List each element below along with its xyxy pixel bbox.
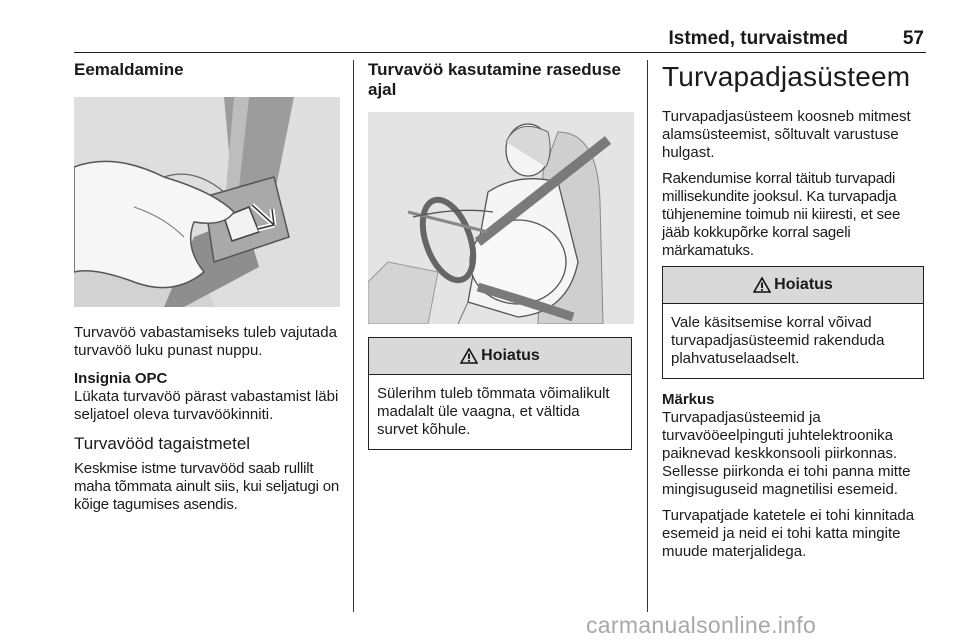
note-title: Märkus	[662, 391, 715, 408]
warning-triangle-icon	[753, 277, 771, 293]
paragraph-release: Turvavöö vabastamiseks tuleb vajutada turvavöö luku punast nuppu.	[74, 324, 337, 359]
pregnant-driver-image	[368, 112, 634, 324]
column-middle	[368, 60, 632, 450]
page-number: 57	[902, 28, 924, 49]
page-header	[74, 28, 926, 53]
seatbelt-buckle-image	[74, 97, 340, 307]
column-right	[662, 60, 928, 561]
header-title: Istmed, turvaistmed	[668, 28, 848, 49]
pregnancy-seatbelt-illustration	[368, 112, 634, 324]
column-left	[74, 60, 342, 514]
note-text: Turvapadjasüsteemid ja turvavööeelpinguti juhtelektroonika paiknevad keskkonsooli piirkonnas. Sellesse piirkonda ei tohi panna mitte mingisuguseid magnetilisi esemeid.	[662, 409, 911, 498]
warning-text: Sülerihm tuleb tõmmata võimalikult madalalt üle vaagna, et vältida survet kõhule.	[377, 385, 610, 438]
warning-title: Hoiatus	[774, 276, 833, 293]
heading-pregnancy: Turvavöö kasutamine raseduse ajal	[368, 60, 621, 99]
paragraph-rear-seatbelts: Keskmise istme turvavööd saab rullilt maha tõmmata ainult siis, kui seljatugi on kõige tagumises asendis.	[74, 460, 340, 513]
paragraph-airbag-covers: Turvapatjade katetele ei tohi kinnitada esemeid ja neid ei tohi katta mingite muude materjalidega.	[662, 507, 915, 560]
heading-rear-seatbelts: Turvavööd tagaistmetel	[74, 434, 251, 453]
watermark: carmanualsonline.info	[586, 612, 817, 638]
warning-box-pregnancy	[368, 337, 632, 450]
seatbelt-buckle-illustration	[74, 97, 340, 307]
subheading-insignia-opc: Insignia OPC	[74, 370, 168, 387]
warning-text: Vale käsitsemise korral võivad turvapadjasüsteemid rakenduda plahvatuselaadselt.	[671, 314, 885, 367]
warning-header	[369, 338, 631, 375]
heading-eemaldamine: Eemaldamine	[74, 60, 184, 79]
warning-triangle-icon	[460, 348, 478, 364]
column-divider	[353, 60, 354, 612]
paragraph-opc: Lükata turvavöö pärast vabastamist läbi seljatoel oleva turvavöökinniti.	[74, 388, 339, 423]
warning-title: Hoiatus	[481, 347, 540, 364]
paragraph-airbag-deploy: Rakendumise korral täitub turvapadi millisekundite jooksul. Ka turvapadja tühjenemine toimub nii kiiresti, et see jääb kokkupõrke korral sageli märkamatuks.	[662, 170, 901, 259]
warning-header	[663, 267, 923, 304]
column-divider	[647, 60, 648, 612]
heading-airbag-system: Turvapadjasüsteem	[662, 61, 911, 92]
warning-box-airbag	[662, 266, 924, 379]
paragraph-airbag-intro: Turvapadjasüsteem koosneb mitmest alamsüsteemist, sõltuvalt varustuse hulgast.	[662, 108, 911, 161]
